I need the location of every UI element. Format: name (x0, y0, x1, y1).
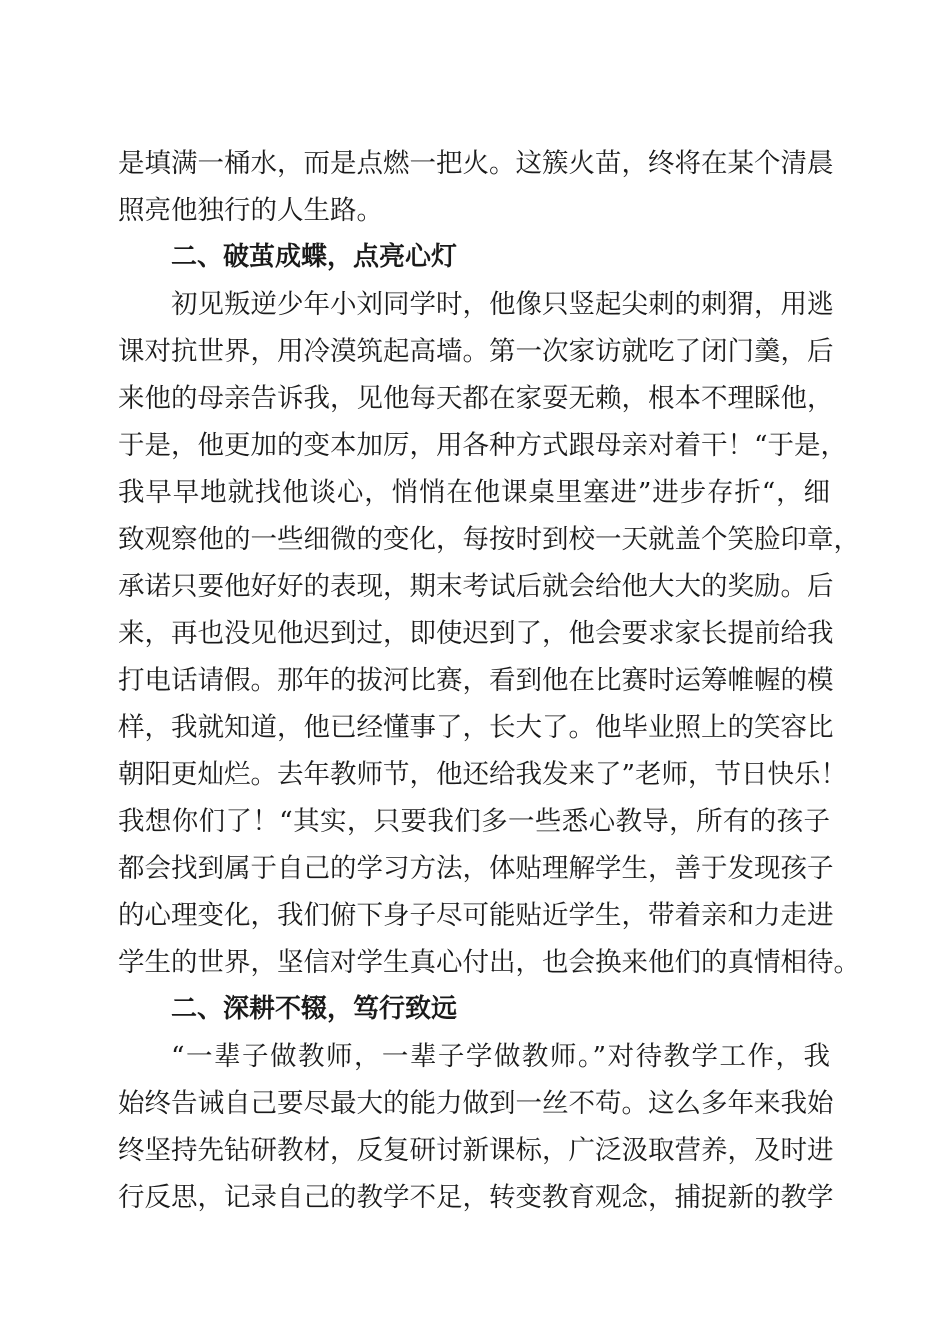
text-line: 承诺只要他好好的表现，期末考试后就会给他大大的奖励。后 (118, 571, 834, 602)
text-line: 我早早地就找他谈心，悄悄在他课桌里塞进”进步存折“，细 (118, 477, 830, 508)
text-line: 学生的世界，坚信对学生真心付出，也会换来他们的真情相待。 (118, 947, 860, 978)
teaching-paragraph (118, 1033, 834, 1221)
story-paragraph (118, 281, 860, 986)
text-line: 终坚持先钻研教材，反复研讨新课标，广泛汲取营养，及时进 (118, 1135, 834, 1166)
document-page (118, 140, 860, 1221)
intro-paragraph (118, 140, 834, 234)
text-line: 课对抗世界，用冷漠筑起高墙。第一次家访就吃了闭门羹，后 (118, 336, 834, 367)
text-line: 的心理变化，我们俯下身子尽可能贴近学生，带着亲和力走进 (118, 900, 834, 931)
text-line: 都会找到属于自己的学习方法，体贴理解学生，善于发现孩子 (118, 853, 834, 884)
text-line: 于是，他更加的变本加厉，用各种方式跟母亲对着干！“于是， (118, 430, 848, 461)
section-heading-breakthrough: 二、破茧成蝶，点亮心灯 (171, 242, 458, 272)
text-line: 来他的母亲告诉我，见他每天都在家耍无赖，根本不理睬他， (118, 383, 834, 414)
text-line: 样，我就知道，他已经懂事了，长大了。他毕业照上的笑容比 (118, 712, 834, 743)
text-line: 朝阳更灿烂。去年教师节，他还给我发来了”老师，节日快乐！ (118, 759, 848, 790)
text-line: 来，再也没见他迟到过，即使迟到了，他会要求家长提前给我 (118, 618, 834, 649)
section-heading-diligence: 二、深耕不辍，笃行致远 (171, 994, 458, 1024)
text-line: 初见叛逆少年小刘同学时，他像只竖起尖刺的刺猬，用逃 (171, 289, 834, 320)
text-line: 打电话请假。那年的拔河比赛，看到他在比赛时运筹帷幄的模 (118, 665, 834, 696)
text-line: “一辈子做教师，一辈子学做教师。”对待教学工作，我 (171, 1041, 830, 1072)
text-line: 照亮他独行的人生路。 (118, 195, 383, 226)
text-line: 是填满一桶水，而是点燃一把火。这簇火苗，终将在某个清晨 (118, 148, 834, 179)
text-line: 行反思，记录自己的教学不足，转变教育观念，捕捉新的教学 (118, 1182, 834, 1213)
text-line: 我想你们了！“其实，只要我们多一些悉心教导，所有的孩子 (118, 806, 830, 837)
text-line: 始终告诫自己要尽最大的能力做到一丝不苟。这么多年来我始 (118, 1088, 834, 1119)
text-line: 致观察他的一些细微的变化，每按时到校一天就盖个笑脸印章， (118, 524, 860, 555)
